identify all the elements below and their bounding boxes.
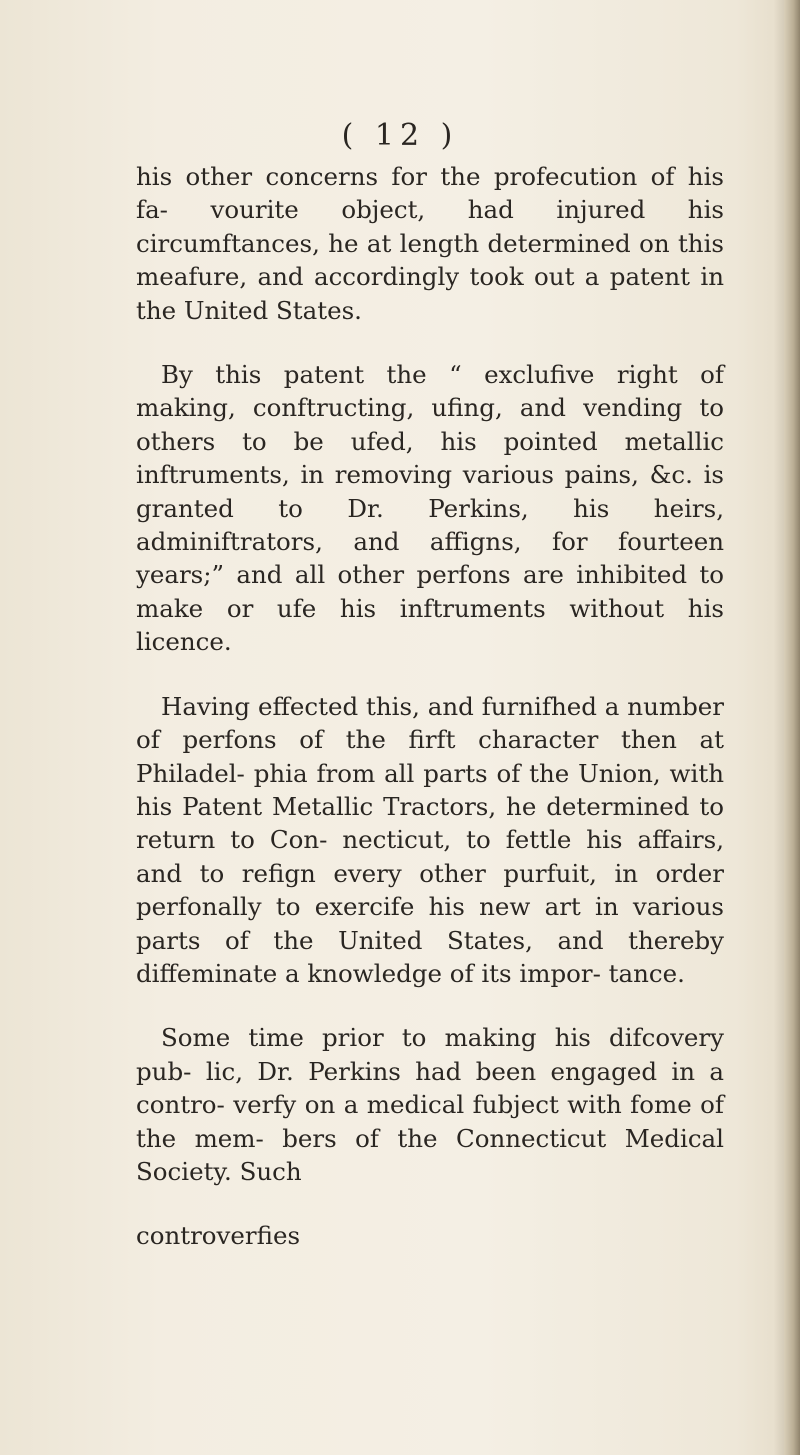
page-edge	[784, 0, 800, 1455]
paragraph-3: Having effected this, and furnifhed a number of perfons of the firft character then at Philadel- phia from all parts of the Union, with his Patent Metallic Tractors, he determined to return to Con- necticut, to fettle his affairs, and to refign every other purfuit, in order perfonally to exercife his new art in various parts of the United States, and thereby diffeminate a knowledge of its impor- tance.	[136, 691, 724, 988]
page-number: ( 12 )	[341, 118, 459, 153]
page-gutter-shadow	[774, 0, 784, 1455]
catchword: controverfies	[136, 1221, 301, 1251]
paragraph-4: Some time prior to making his difcovery pub- lic, Dr. Perkins had been engaged in a contro- verfy on a medical fubject with fome of the mem- bers of the Connecticut Medical Society. Such	[136, 1023, 724, 1186]
body-text	[136, 160, 724, 1253]
paragraph-2: By this patent the “ exclufive right of making, conftructing, ufing, and vending to others to be ufed, his pointed metallic inftruments, in removing various pains, &c. is granted to Dr. Perkins, his heirs, adminiftrators, and affigns, for fourteen years;” and all other perfons are inhibited to make or ufe his inftruments without his licence.	[136, 360, 724, 657]
paragraph-1: his other concerns for the profecution of his fa- vourite object, had injured his circumftances, he at length determined on this meafure, and accordingly took out a patent in the United States.	[136, 162, 724, 325]
